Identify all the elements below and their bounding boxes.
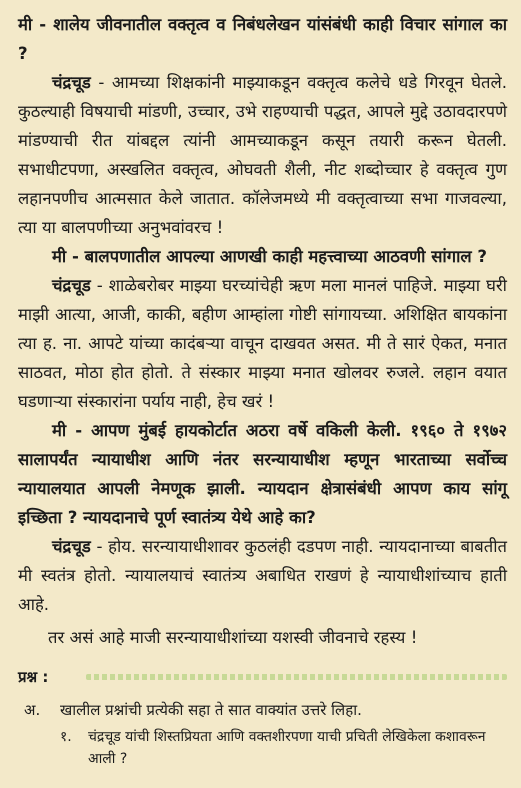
answer-1-text: - आमच्या शिक्षकांनी माझ्याकडून वक्तृत्व कलेचे धडे गिरवून घेतले. कुठल्याही विषयाची मांडणी, उच्चार, उभे राहण्याची पद्धत, आपले मुद्दे उठावदारपणे मांडण्याची रीत यांबद्दल त्यांनी आमच्याकडून कसून तयारी करून घेतली. सभाधीटपणा, अस्खलित वक्तृत्व, ओघवती शैली, नीट शब्दोच्चार हे वक्तृत्व गुण लहानपणीच आत्मसात केले जातात. कॉलेजमध्ये मी वक्तृत्वाच्या सभा गाजवल्या, त्या या बालपणीच्या अनुभवांवरच ! [18,73,507,237]
question-3: मी - आपण मुंबई हायकोर्टात अठरा वर्षे वकिली केली. १९६० ते १९७२ सालापर्यंत न्यायाधीश आणि नंतर सरन्यायाधीश म्हणून भारताच्या सर्वोच्च न्यायालयात आपली नेमणूक झाली. न्यायदान क्षेत्रासंबंधी आपण काय सांगू इच्छिता ? न्यायदानाचे पूर्ण स्वातंत्र्य येथे आहे का? [18,421,507,527]
answer-3 [18,532,507,619]
closing-line: तर असं आहे माजी सरन्यायाधीशांच्या यशस्वी जीवनाचे रहस्य ! [48,628,418,647]
decorative-divider [86,674,507,680]
exercise-section [18,698,507,722]
exercise-heading: प्रश्न : [18,668,49,686]
answer-3-text: - होय. सरन्यायाधीशावर कुठलंही दडपण नाही. न्यायदानाच्या बाबतीत मी स्वतंत्र होतो. न्यायालयाचं स्वातंत्र्य अबाधित राखणं हे न्यायाधीशांच्याच हाती आहे. [18,537,507,614]
exercise-item-text: चंद्रचूड यांची शिस्तप्रियता आणि वक्तशीरपणा याची प्रचिती लेखिकेला कशावरून आली ? [88,729,486,767]
section-letter: अ. [24,701,41,719]
question-2: मी - बालपणातील आपल्या आणखी काही महत्त्वाच्या आठवणी सांगाल ? [52,247,488,266]
exercise-heading-row [18,664,507,690]
answer-1 [18,68,507,242]
section-instruction: खालील प्रश्नांची प्रत्येकी सहा ते सात वाक्यांत उत्तरे लिहा. [60,701,362,719]
exercise-item-number: १. [60,729,72,745]
answer-2 [18,271,507,416]
speaker-name: चंद्रचूड [52,73,91,92]
speaker-name: चंद्रचूड [52,537,91,556]
exercise-item [18,726,507,770]
question-1: मी - शालेय जीवनातील वक्तृत्व व निबंधलेखन यांसंबंधी काही विचार सांगाल का ? [18,15,507,63]
answer-2-text: - शाळेबरोबर माझ्या घरच्यांचेही ऋण मला मानलं पाहिजे. माझ्या घरी माझी आत्या, आजी, काकी, बहीण आम्हांला गोष्टी सांगायच्या. अशिक्षित बायकांना त्या ह. ना. आपटे यांच्या कादंबऱ्या वाचून दाखवत असत. मी ते सारं ऐकत, मनात साठवत, मोठा होत होतो. ते संस्कार माझ्या मनात खोलवर रुजले. लहान वयात घडणाऱ्या संस्कारांना पर्याय नाही, हेच खरं ! [18,276,507,411]
speaker-name: चंद्रचूड [52,276,91,295]
